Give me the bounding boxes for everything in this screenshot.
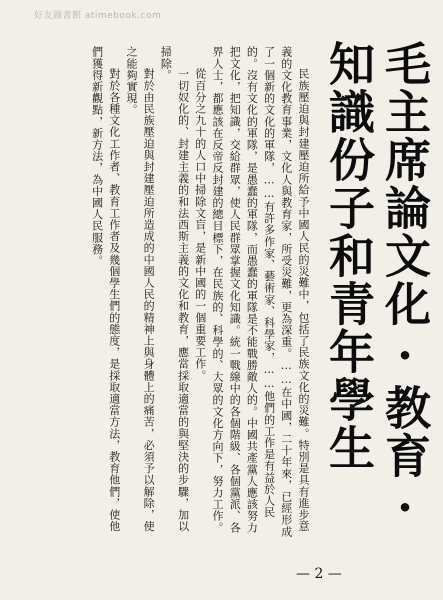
document-title-line-1: 毛主席論文化·教育· (378, 40, 432, 536)
paragraph-4: 對於由民族壓迫與封建壓迫所造成的中國人民的精神上與身體上的痛苦，必須予以解除，使之能夠實現。 (124, 46, 156, 532)
document-title-line-2: 知識份子和青年學生 (322, 40, 376, 472)
document-page (24, 28, 432, 548)
paragraph-3: 一切奴化的、封建主義的和法西斯主義的文化和教育，應當採取適當的與堅決的步驟，加以掃除。 (159, 46, 190, 532)
paragraph-2: 從百分之九十的人口中掃除文盲，是新中國的一個重要工作。 (193, 68, 207, 382)
paragraph-5: 對於各種文化工作者、教育工作者及幾個學生們的態度，是採取適當方法，教育他們，使他們獲得新觀點，新方法，為中國人民服務。 (90, 46, 121, 532)
paragraph-1: 民族壓迫與封建壓迫所給予中國人民的災難中，包括了民族文化的災難。特別是具有進步意義的文化教育事業，文化人與教育家，所受災難，更為深重。……在中國，二十年來，已經形成了一個新的文化的軍隊，……有許多作家、藝術家、科學家，……他們的工作是有益於人民的。沒有文化的軍隊，是愚蠢的軍隊，而愚蠢的軍隊是不能戰勝敵人的。中國共產黨人應該努力把文化，把知識，交給群眾，使人民群眾掌握文化知識。統一戰線中的各個階級、各個黨派、各界人士，都應該在反帝反封建的總目標下，在民族的、科學的、大眾的文化方向下，努力工作。 (210, 46, 310, 538)
page-number: — 2 — (296, 566, 342, 582)
watermark: 好友圖書館 atimebook.com (34, 11, 162, 21)
body-text (28, 46, 312, 540)
